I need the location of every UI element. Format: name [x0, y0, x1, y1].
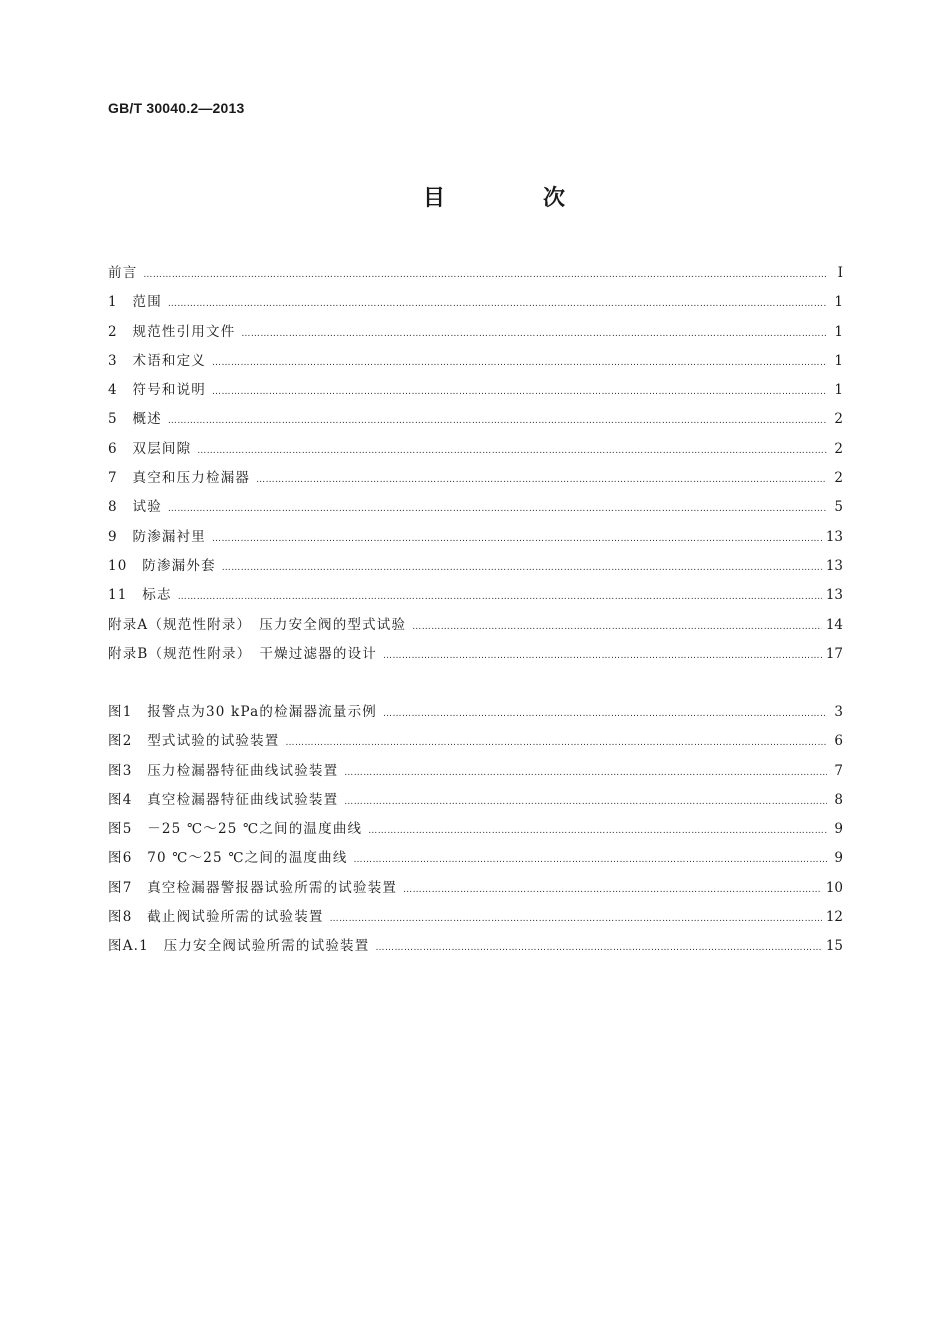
toc-entry-page: 17 [825, 645, 843, 662]
dot-leader [412, 611, 822, 642]
figure-entry-page: 7 [834, 762, 843, 779]
dot-leader [143, 259, 827, 290]
dot-leader [330, 903, 822, 934]
toc-entry-page: 1 [834, 323, 843, 340]
toc-entry-page: 1 [834, 382, 843, 399]
dot-leader [241, 318, 827, 349]
figure-entry-label: 图1 报警点为30 kPa的检漏器流量示例 [108, 704, 377, 720]
figure-entry[interactable] [108, 727, 843, 756]
figure-entry[interactable] [108, 874, 843, 903]
dot-leader [212, 347, 827, 378]
toc-entry-page: 13 [825, 557, 843, 574]
figure-entry-page: 10 [825, 879, 843, 896]
toc-entry-page: 13 [825, 528, 843, 545]
dot-leader [403, 874, 822, 905]
toc-entry[interactable] [108, 435, 843, 464]
toc-entry[interactable] [108, 259, 843, 288]
figure-list [108, 698, 843, 962]
dot-leader [212, 523, 822, 554]
toc-entry-label: 4 符号和说明 [108, 382, 206, 399]
figure-entry-page: 15 [825, 938, 843, 955]
toc-entry-label: 附录B（规范性附录） 干燥过滤器的设计 [108, 645, 377, 662]
dot-leader [368, 815, 827, 846]
dot-leader [375, 932, 821, 963]
toc-entry-label: 6 双层间隙 [108, 440, 192, 457]
toc-entry[interactable] [108, 288, 843, 317]
toc-entry[interactable] [108, 640, 843, 669]
figure-entry[interactable] [108, 903, 843, 932]
toc-entry-page: 1 [834, 352, 843, 369]
toc-entry[interactable] [108, 493, 843, 522]
toc-entry-label: 前言 [108, 265, 138, 281]
figure-entry-label: 图6 70 ℃～25 ℃之间的温度曲线 [108, 850, 348, 867]
dot-leader [344, 757, 827, 788]
dot-leader [222, 552, 822, 583]
figure-entry-label: 图8 截止阀试验所需的试验装置 [108, 909, 324, 926]
figure-entry-label: 图2 型式试验的试验装置 [108, 733, 280, 750]
figure-entry[interactable] [108, 844, 843, 873]
figure-entry-page: 6 [834, 733, 843, 750]
dot-leader [383, 640, 822, 671]
toc-entry-label: 9 防渗漏衬里 [108, 528, 206, 545]
toc-entry-label: 11 标志 [108, 587, 172, 604]
figure-entry-label: 图A.1 压力安全阀试验所需的试验装置 [108, 938, 370, 955]
toc-entry[interactable] [108, 581, 843, 610]
figure-entry-label: 图5 －25 ℃～25 ℃之间的温度曲线 [108, 821, 363, 838]
toc-entry[interactable] [108, 523, 843, 552]
dot-leader [256, 464, 827, 495]
dot-leader [212, 376, 827, 407]
figure-entry-page: 9 [834, 821, 843, 838]
dot-leader [354, 844, 827, 875]
toc-entry-page: 13 [825, 587, 843, 604]
toc-entry-page: 14 [825, 616, 843, 633]
figure-entry-page: 12 [825, 909, 843, 926]
toc-entry-page: 1 [834, 294, 843, 311]
toc-entry-label: 8 试验 [108, 499, 162, 516]
toc-entry-page: 2 [834, 440, 843, 457]
figure-entry-page: 8 [834, 791, 843, 808]
toc-entry[interactable] [108, 318, 843, 347]
toc-entry[interactable] [108, 405, 843, 434]
toc-entry-label: 2 规范性引用文件 [108, 323, 236, 340]
dot-leader [286, 727, 828, 758]
dot-leader [344, 786, 827, 817]
toc-entry-page: 2 [834, 470, 843, 487]
toc-entry-label: 3 术语和定义 [108, 352, 206, 369]
toc-entry[interactable] [108, 611, 843, 640]
toc-entry-label: 5 概述 [108, 411, 162, 428]
toc-entry[interactable] [108, 347, 843, 376]
toc-entry-label: 1 范围 [108, 294, 162, 311]
toc-entry-page: Ⅰ [837, 265, 843, 281]
figure-entry-label: 图7 真空检漏器警报器试验所需的试验装置 [108, 879, 398, 896]
dot-leader [168, 405, 827, 436]
toc-entry[interactable] [108, 464, 843, 493]
figure-entry[interactable] [108, 698, 843, 727]
figure-entry-label: 图4 真空检漏器特征曲线试验装置 [108, 791, 339, 808]
dot-leader [178, 581, 822, 612]
figure-entry[interactable] [108, 932, 843, 961]
dot-leader [168, 493, 827, 524]
standard-code: GB/T 30040.2—2013 [108, 100, 245, 116]
toc-entry-label: 附录A（规范性附录） 压力安全阀的型式试验 [108, 616, 407, 633]
figure-entry-page: 9 [834, 850, 843, 867]
figure-entry[interactable] [108, 815, 843, 844]
dot-leader [197, 435, 827, 466]
toc-entry[interactable] [108, 552, 843, 581]
toc-entry-page: 2 [834, 411, 843, 428]
figure-entry-label: 图3 压力检漏器特征曲线试验装置 [108, 762, 339, 779]
figure-entry[interactable] [108, 757, 843, 786]
figure-entry[interactable] [108, 786, 843, 815]
dot-leader [168, 288, 827, 319]
toc-entry[interactable] [108, 376, 843, 405]
toc-entry-label: 7 真空和压力检漏器 [108, 470, 251, 487]
toc-entry-page: 5 [834, 499, 843, 516]
toc-entry-label: 10 防渗漏外套 [108, 557, 216, 574]
figure-entry-page: 3 [834, 704, 843, 720]
toc-list [108, 259, 843, 669]
dot-leader [383, 698, 827, 729]
page-title: 目 次 [422, 186, 603, 211]
